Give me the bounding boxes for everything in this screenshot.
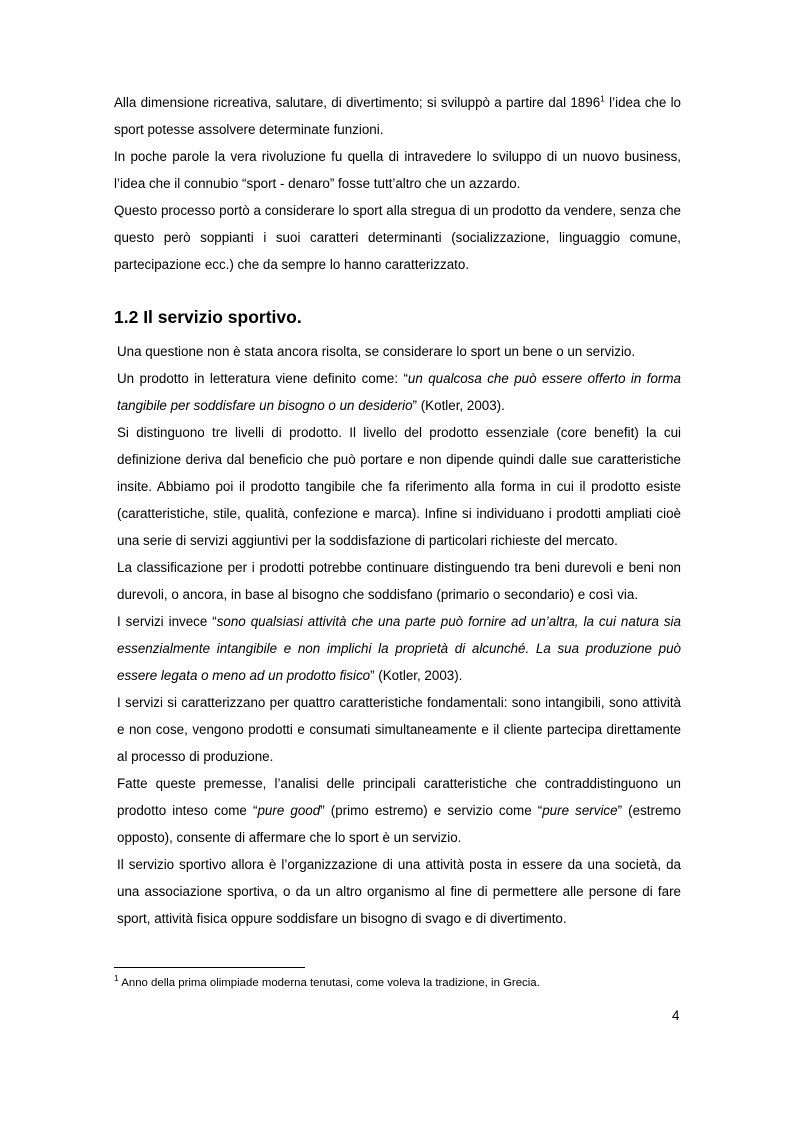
footnote-divider: [114, 967, 305, 968]
section-paragraph-8: Il servizio sportivo allora è l’organizzazione di una attività posta in essere da una società, da una associazione sportiva, o da un altro organismo al fine di permettere alle persone di fare sport, attività fisica oppure soddisfare un bisogno di svago e di divertimento.: [117, 857, 681, 926]
text-span: Alla dimensione ricreativa, salutare, di divertimento; si sviluppò a partire dal 1896: [114, 95, 601, 110]
text-span: I servizi invece “: [117, 614, 217, 629]
text-span: ” (Kotler, 2003).: [370, 668, 463, 683]
section-paragraph-7: [117, 770, 681, 851]
quote-italic: sono qualsiasi attività che una parte può fornire ad un’altra, la cui natura sia essenzialmente intangibile e non implichi la proprietà di alcunché. La sua produzione può essere legata o meno ad un prodotto fisico: [117, 614, 681, 683]
section-paragraph-1: Una questione non è stata ancora risolta, se considerare lo sport un bene o un servizio.: [117, 344, 636, 359]
footnote-marker: 1: [114, 973, 119, 984]
intro-paragraph-1: [114, 89, 681, 143]
text-span: Fatte queste premesse, l’analisi delle principali caratteristiche che contraddistinguono un prodotto inteso come “: [117, 776, 681, 818]
text-span: Un prodotto in letteratura viene definito come: “: [117, 371, 408, 386]
text-span: ” (estremo opposto), consente di affermare che lo sport è un servizio.: [117, 803, 681, 845]
section-body: [114, 338, 681, 932]
intro-paragraph-2: In poche parole la vera rivoluzione fu quella di intravedere lo sviluppo di un nuovo business, l’idea che il connubio “sport - denaro” fosse tutt’altro che un azzardo.: [114, 149, 681, 191]
footnote-reference[interactable]: 1: [600, 93, 605, 104]
text-span: ” (Kotler, 2003).: [412, 398, 505, 413]
text-span: ” (primo estremo) e servizio come “: [320, 803, 543, 818]
page-body: [114, 89, 681, 932]
term-italic: pure service: [542, 803, 618, 818]
section-paragraph-6: I servizi si caratterizzano per quattro caratteristiche fondamentali: sono intangibili, sono attività e non cose, vengono prodotti e consumati simultaneamente e il cliente partecipa direttamente al processo di produzione.: [117, 695, 681, 764]
section-paragraph-3: Si distinguono tre livelli di prodotto. Il livello del prodotto essenziale (core benefit) la cui definizione deriva dal beneficio che può portare e non dipende quindi dalle sue caratteristiche insite. Abbiamo poi il prodotto tangibile che fa riferimento alla forma in cui il prodotto esiste (caratteristiche, stile, qualità, confezione e marca). Infine si individuano i prodotti ampliati cioè una serie di servizi aggiuntivi per la soddisfazione di particolari richieste del mercato.: [117, 425, 681, 548]
quote-italic: un qualcosa che può essere offerto in forma tangibile per soddisfare un bisogno o un desiderio: [117, 371, 681, 413]
page-number: 4: [672, 1008, 680, 1023]
section-paragraph-2: [117, 365, 681, 419]
section-heading: 1.2 Il servizio sportivo.: [114, 307, 302, 327]
section-paragraph-5: [117, 608, 681, 689]
footnote-text: Anno della prima olimpiade moderna tenutasi, come voleva la tradizione, in Grecia.: [118, 977, 540, 989]
footnote: [114, 975, 681, 991]
term-italic: pure good: [257, 803, 321, 818]
text-span: l’idea che lo sport potesse assolvere determinate funzioni.: [114, 95, 681, 137]
section-paragraph-4: La classificazione per i prodotti potrebbe continuare distinguendo tra beni durevoli e beni non durevoli, o ancora, in base al bisogno che soddisfano (primario o secondario) e così via.: [117, 560, 681, 602]
intro-paragraph-3: Questo processo portò a considerare lo sport alla stregua di un prodotto da vendere, senza che questo però soppianti i suoi caratteri determinanti (socializzazione, linguaggio comune, partecipazione ecc.) che da sempre lo hanno caratterizzato.: [114, 203, 681, 272]
